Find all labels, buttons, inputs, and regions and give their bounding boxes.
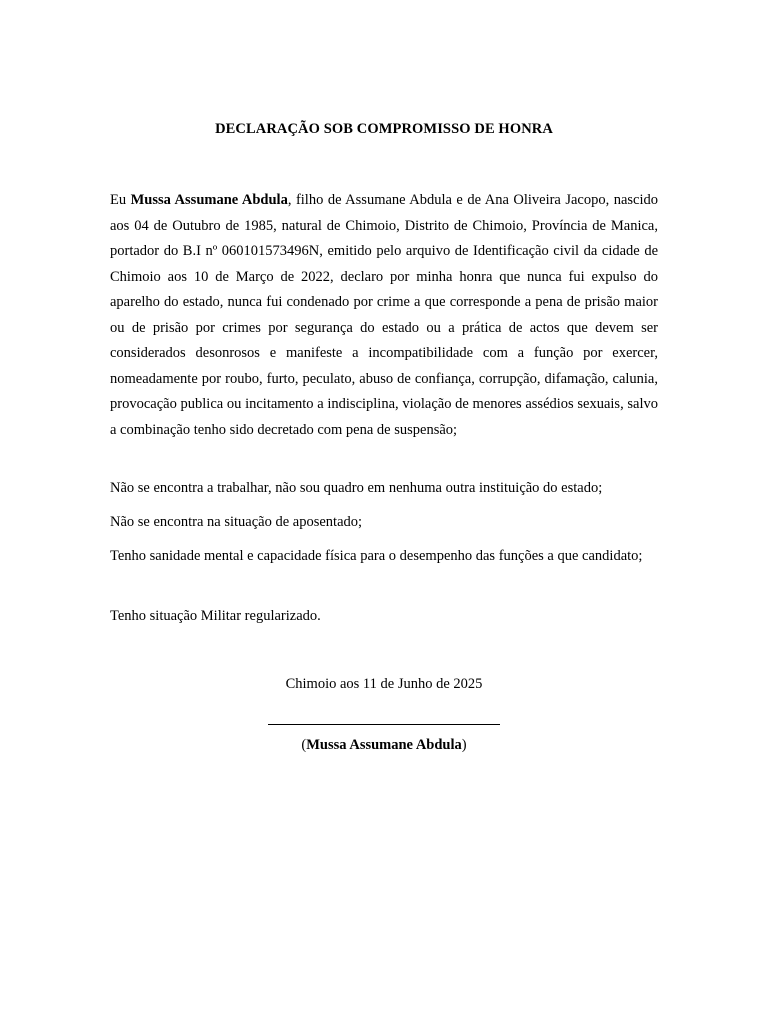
close-paren: ) xyxy=(461,737,467,753)
document-title: DECLARAÇÃO SOB COMPROMISSO DE HONRA xyxy=(215,121,553,137)
declaration-paragraph xyxy=(110,188,658,443)
place-and-date xyxy=(0,676,768,693)
statement-not-working: Não se encontra a trabalhar, não sou quadro em nenhuma outra instituição do estado; xyxy=(110,480,603,496)
signature-name: Mussa Assumane Abdula xyxy=(306,737,462,753)
paragraph-body: , filho de Assumane Abdula e de Ana Oliveira Jacopo, nascido aos 04 de Outubro de 1985, natural de Chimoio, Distrito de Chimoio, Província de Manica, portador do B.I nº 060101573496N, emitido pelo arquivo de Identificação civil da cidade de Chimoio aos 10 de Março de 2022, declaro por minha honra que nunca fui expulso do aparelho do estado, nunca fui condenado por crime a que corresponde a pena de prisão maior ou de prisão por crimes por segurança do estado ou a prática de actos que devem ser considerados desonrosos e manifeste a incompatibilidade com a função por exercer, nomeadamente por roubo, furto, peculato, abuso de confiança, corrupção, difamação, calunia, provocação publica ou incitamento a indisciplina, violação de menores assédios sexuais, salvo a combinação tenho sido decretado com pena de suspensão; xyxy=(110,192,659,438)
open-paren: ( xyxy=(301,737,307,753)
declarant-name: Mussa Assumane Abdula xyxy=(130,192,288,208)
signature-name-block xyxy=(0,737,768,754)
statement-military: Tenho situação Militar regularizado. xyxy=(110,608,321,624)
statement-health: Tenho sanidade mental e capacidade física para o desempenho das funções a que candidato; xyxy=(110,548,643,564)
place-date-text: Chimoio aos 11 de Junho de 2025 xyxy=(285,676,483,692)
statement-not-retired: Não se encontra na situação de aposentado; xyxy=(110,514,363,530)
paragraph-prefix: Eu xyxy=(110,192,131,208)
signature-line xyxy=(268,724,500,725)
